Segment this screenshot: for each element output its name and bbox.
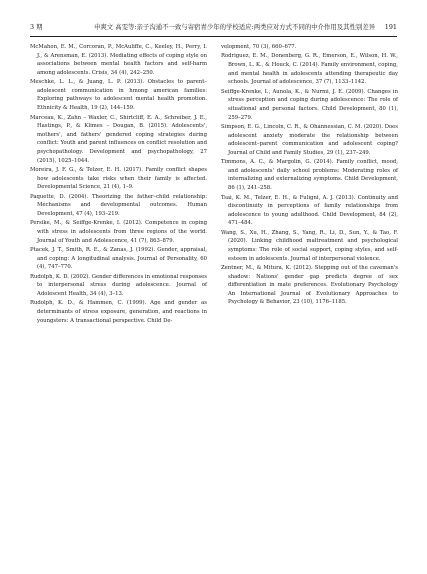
reference-entry: Meschke, L. L., & Juang, L. P. (2013). Obstacles to parent–adolescent communication in hmong american families: Exploring pathways to adolescent mental health promotion. Ethnicity & Health, 19 (2), 144–159. (30, 79, 207, 112)
reference-entry: Tsai, K. M., Telzer, E. H., & Fuligni, A. J. (2013). Continuity and discontinuity in perceptions of family relationships from adolescence to young adulthood. Child Development, 84 (2), 471–484. (221, 194, 398, 227)
issue-label: 3 期 (30, 23, 43, 31)
reference-entry: Marceau, K., Zahn – Waxler, C., Shirtcliff, E. A., Schreiber, J. E., Hastings, P., & Klimes – Dougan, B. (2015). Adolescents', mothers', and fathers' gendered coping strategies during conflict: Youth and parent influences on conflict resolution and psychopathology. Development and psychopathology, 27 (2015), 1025–1044. (30, 114, 207, 164)
reference-entry: Ptacek, J. T., Smith, R. E., & Zanas, J. (1992). Gender, appraisal, and coping: A longitudinal analysis. Journal of Personality, 60 (4), 747–770. (30, 247, 207, 271)
reference-entry: Rodriguez, E. M., Donenberg, G. R., Emerson, E., Wilson, H. W., Brown, L. K., & Houck, C. (2014). Family environment, coping, and mental health in adolescents attending therapeutic day schools. Journal of adolescence, 37 (7), 1133–1142. (221, 53, 398, 86)
running-header (30, 22, 397, 37)
running-title: 申爽文 高雯等:亲子沟通不一致与寄宿青少年的学校适应:两类应对方式不同的中介作用及其性别差异 (94, 23, 376, 31)
reference-entry: Wang, S., Xu, H., Zhang, S., Yang, R., Li, D., Sun, Y., & Tao, F. (2020). Linking childhood maltreatment and psychological symptoms: The role of social support, coping styles, and self-esteem in adolescents. Journal of interpersonal violence. (221, 229, 398, 262)
page-number: 191 (384, 23, 397, 31)
reference-entry: Moreira, J. F. G., & Telzer, E. H. (2017). Family conflict shapes how adolescents take risks when their family is affected. Developmental Science, 21 (4), 1–9. (30, 166, 207, 191)
reference-entry: Seiffge-Krenke, I., Aunola, K., & Nurmi, J. E. (2009). Changes in stress perception and coping during adolescence: The role of situational and personal factors. Child Development, 80 (1), 259–279. (221, 88, 398, 121)
references-left-column (30, 43, 207, 326)
references-right-column (221, 43, 398, 308)
reference-entry: Rudolph, K. D. (2002). Gender differences in emotional responses to interpersonal stress during adolescence. Journal of Adolescent Health, 34 (4), 3–13. (30, 273, 207, 297)
reference-continuation: velopment, 70 (3), 660–677. (221, 44, 297, 50)
reference-entry: Paquette, D. (2004). Theorizing the father–child relationship: Mechanisms and developmental outcomes. Human Development, 47 (4), 193–219. (30, 193, 207, 217)
reference-entry: Timmons, A. C., & Margolin, G. (2014). Family conflict, mood, and adolescents' daily school problems: Moderating roles of internalizing and externalizing symptoms. Child Development, 86 (1), 241–258. (221, 159, 398, 192)
reference-entry: Zentner, M., & Mitura, K. (2012). Stepping out of the caveman's shadow: Nations' gender gap predicts degree of sex differentiation in mate preferences. Evolutionary Psychology An International Journal of Evolutionary Approaches to Psychology & Behavior, 23 (10), 1176–1185. (221, 265, 398, 306)
reference-entry: Persike, M., & Seiffge-Krenke, I. (2012). Competence in coping with stress in adolescents from three regions of the world. Journal of Youth and Adolescence, 41 (7), 863–879. (30, 220, 207, 244)
reference-entry: Rudolph, K. D., & Hammen, C. (1999). Age and gender as determinants of stress exposure, generation, and reactions in youngsters: A transactional perspective. Child De- (30, 300, 207, 324)
reference-entry: Simpson, E. G., Lincoln, C. R., & Ohannessian, C. M. (2020). Does adolescent anxiety moderate the relationship between adolescent–parent communication and adolescent coping? Journal of Child and Family Studies, 29 (1), 237–249. (221, 124, 398, 156)
reference-entry: McMahon, E. M., Corcoran, P., McAuliffe, C., Keeley, H., Perry, I. J., & Arensman, E. (2013). Mediating effects of coping style on associations between mental health factors and self-harm among adolescents. Crisis, 34 (4), 242–250. (30, 44, 207, 76)
